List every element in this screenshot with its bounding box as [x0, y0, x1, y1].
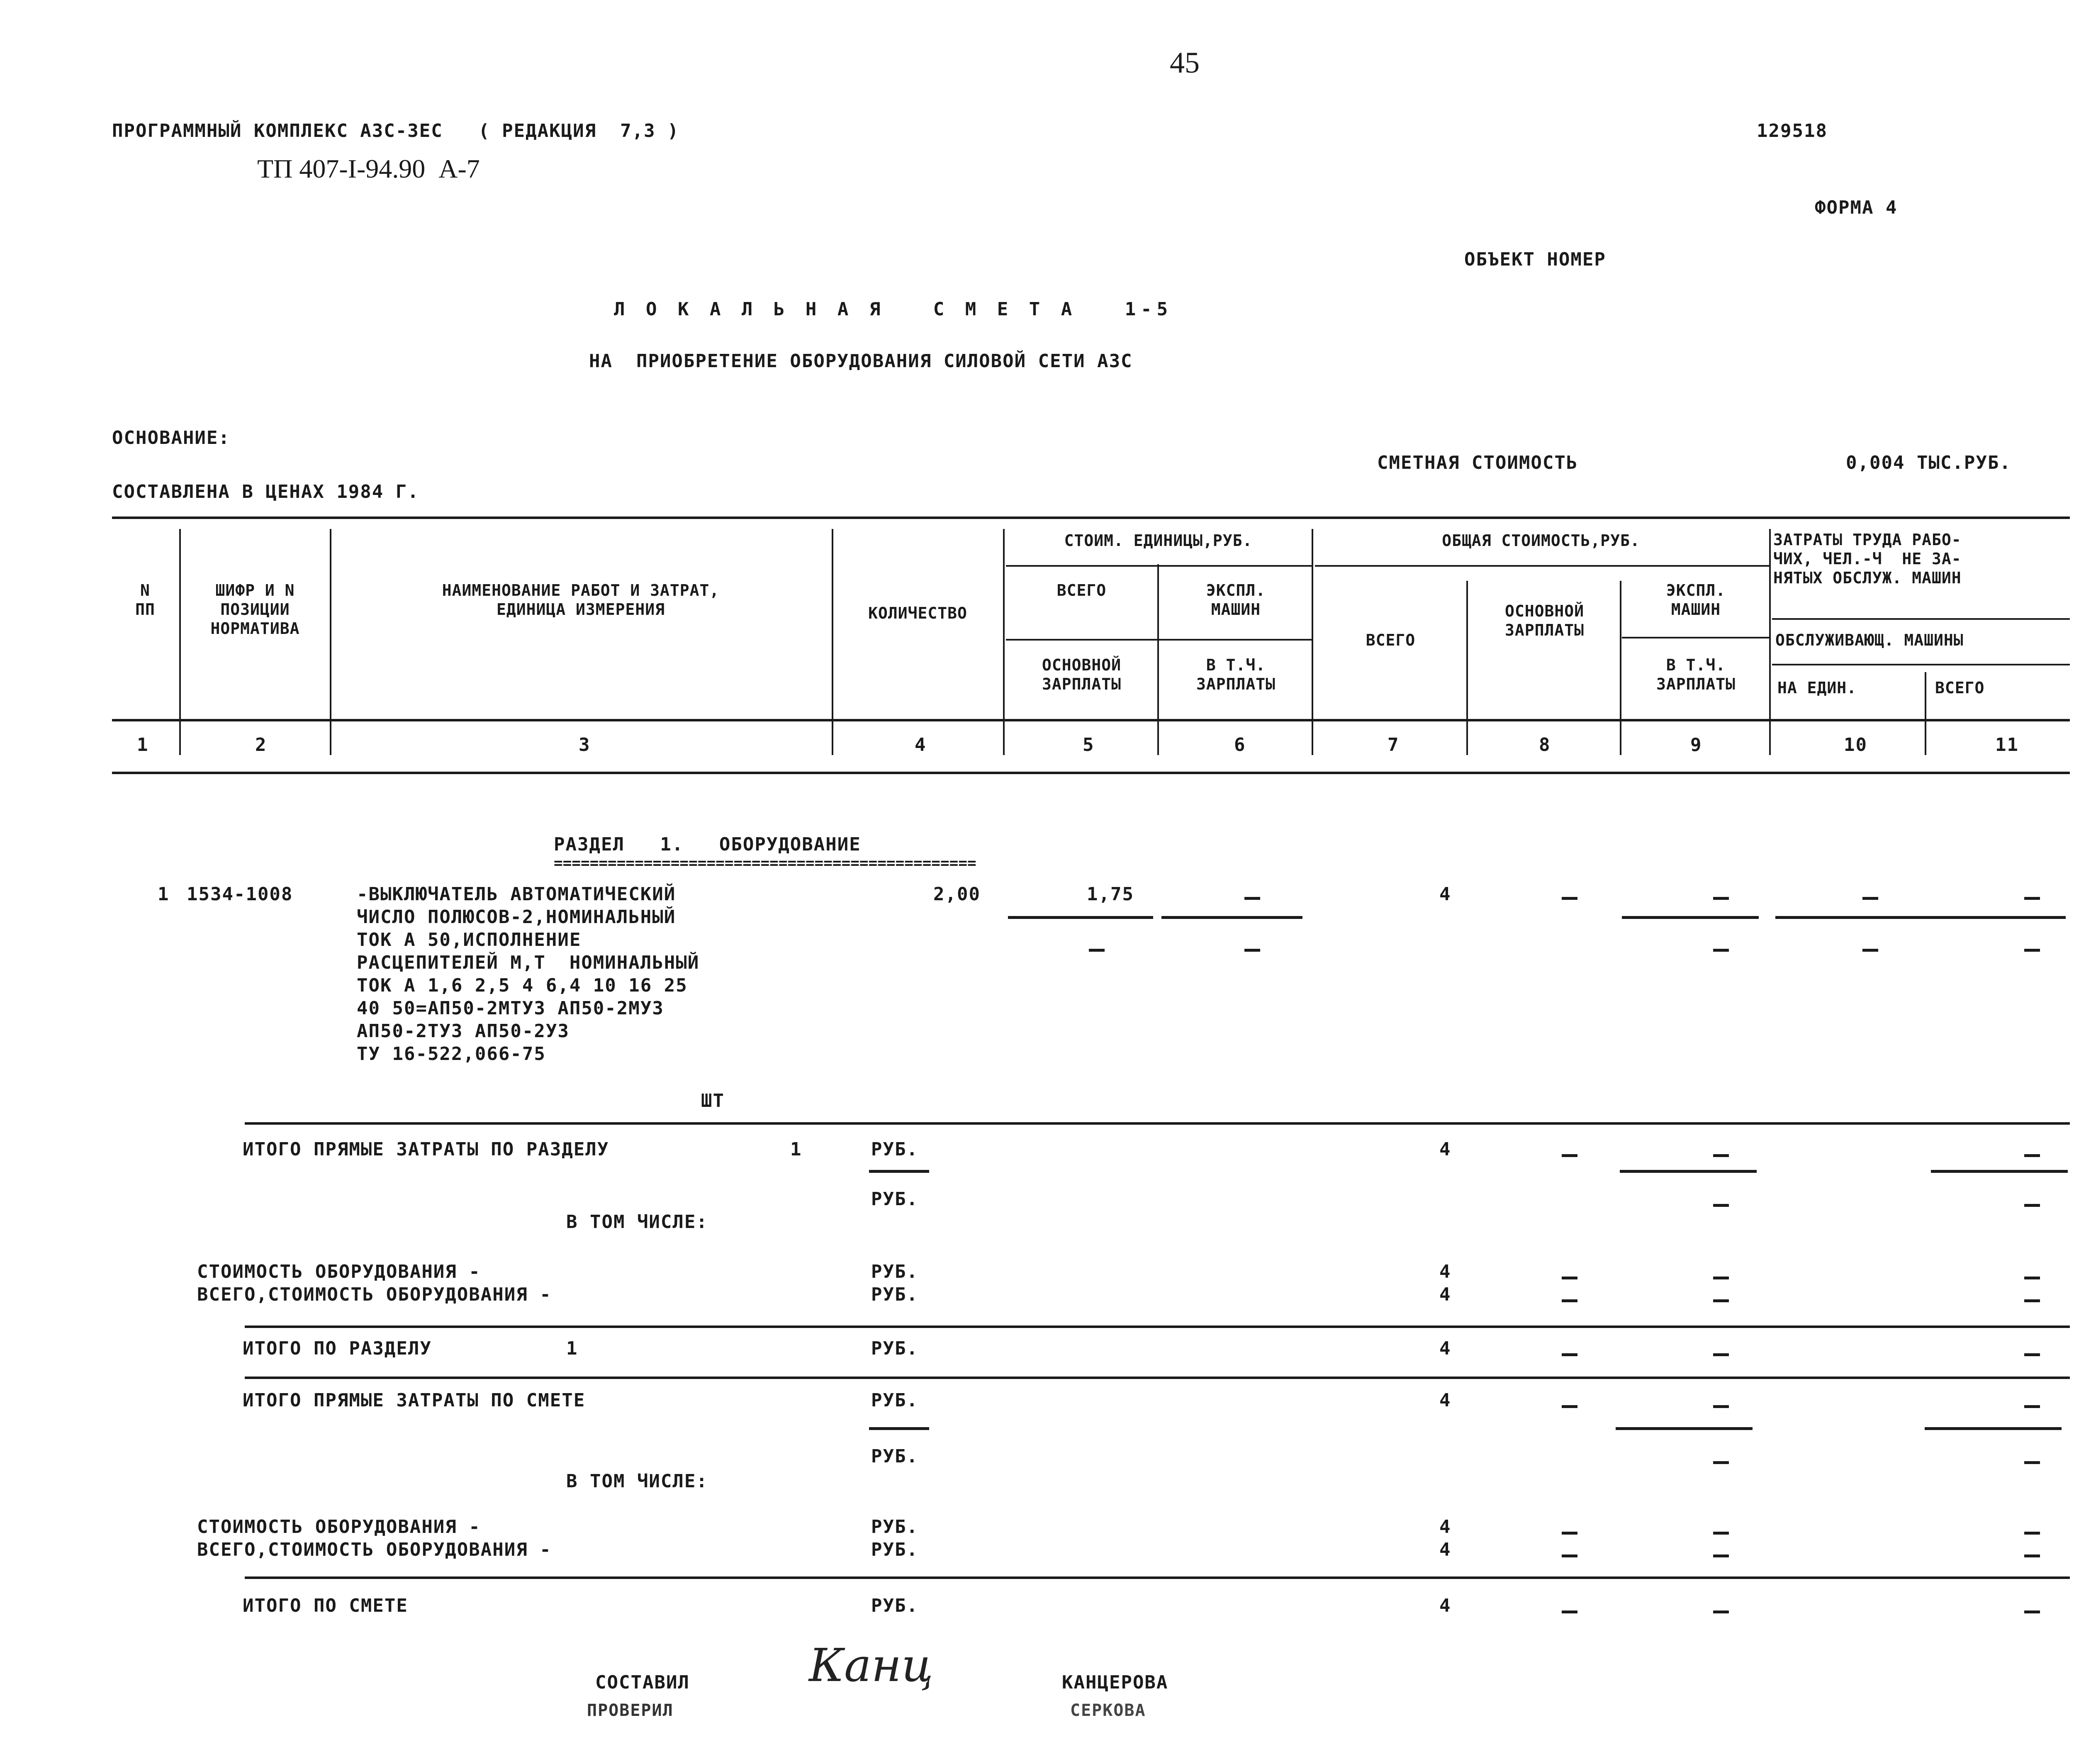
dash-mark [1562, 1277, 1577, 1279]
header-top-rule [112, 517, 2070, 519]
column-number: 3 [579, 734, 591, 755]
summary-rule-2 [245, 1325, 2070, 1328]
colnum-separator [1157, 734, 1159, 755]
hdr-sep-3 [832, 529, 833, 753]
column-number: 7 [1388, 734, 1400, 755]
equip-total-val-1: 4 [1439, 1284, 1451, 1305]
column-number: 10 [1844, 734, 1867, 755]
item-uline-9 [1622, 916, 1759, 919]
estimate-total-rub: РУБ. [871, 1595, 918, 1616]
column-number: 11 [1995, 734, 2019, 755]
hdr-sep-7 [1466, 581, 1468, 753]
direct-section-label: ИТОГО ПРЯМЫЕ ЗАТРАТЫ ПО РАЗДЕЛУ [243, 1139, 609, 1160]
summary-rule-3 [245, 1377, 2070, 1379]
direct-estimate-uline-9 [1616, 1427, 1753, 1430]
hdr-sep-1 [179, 529, 181, 753]
equip-total-label-1: ВСЕГО,СТОИМОСТЬ ОБОРУДОВАНИЯ - [197, 1284, 552, 1305]
hdr-col-no: N ПП [135, 581, 155, 619]
hdr-labor-total: ВСЕГО [1935, 679, 1985, 697]
dash-mark [1713, 1405, 1729, 1408]
hdr-unit-group: СТОИМ. ЕДИНИЦЫ,РУБ. [1064, 531, 1253, 550]
hdr-sep-2 [330, 529, 331, 753]
dash-mark [2024, 949, 2040, 952]
dash-mark [1862, 897, 1878, 900]
dash-mark [1862, 949, 1878, 952]
dash-mark [2024, 1532, 2040, 1535]
dash-mark [1244, 949, 1260, 952]
direct-estimate-uline-rub [869, 1427, 929, 1430]
column-number: 9 [1690, 734, 1702, 755]
section-rule: =============================================== [554, 855, 976, 872]
compiled-name: КАНЦЕРОВА [1062, 1672, 1168, 1693]
equip-total-label-2: ВСЕГО,СТОИМОСТЬ ОБОРУДОВАНИЯ - [197, 1539, 552, 1560]
direct-estimate-rub: РУБ. [871, 1390, 918, 1411]
dash-mark [1713, 897, 1729, 900]
estimate-total-val: 4 [1439, 1595, 1451, 1616]
dash-mark [1713, 1154, 1729, 1157]
labor-rule-2 [1772, 664, 2070, 665]
column-number: 8 [1539, 734, 1551, 755]
dash-mark [1713, 949, 1729, 952]
equip-cost-rub-2: РУБ. [871, 1516, 918, 1537]
section-total-label: ИТОГО ПО РАЗДЕЛУ [243, 1338, 432, 1359]
compiled-label: СОСТАВИЛ [595, 1672, 690, 1693]
dash-mark [1562, 1154, 1577, 1157]
hdr-unit-wage: ОСНОВНОЙ ЗАРПЛАТЫ [1042, 656, 1122, 693]
colnum-separator [1466, 734, 1468, 755]
equip-cost-label-1: СТОИМОСТЬ ОБОРУДОВАНИЯ - [197, 1261, 481, 1282]
item-description-line: -ВЫКЛЮЧАТЕЛЬ АВТОМАТИЧЕСКИЙ [357, 884, 676, 905]
hdr-unit-mach-wage: В Т.Ч. ЗАРПЛАТЫ [1196, 656, 1276, 693]
header-bottom-rule [112, 719, 2070, 721]
item-description-line: РАСЦЕПИТЕЛЕЙ М,Т НОМИНАЛЬНЫЙ [357, 952, 700, 973]
hdr-sep-9 [1769, 529, 1771, 753]
basis-label: ОСНОВАНИЕ: [112, 427, 230, 448]
section-total-val: 4 [1439, 1338, 1451, 1359]
direct-estimate-val: 4 [1439, 1390, 1451, 1411]
including-label-1: В ТОМ ЧИСЛЕ: [566, 1211, 708, 1233]
doc-id: 129518 [1757, 120, 1828, 141]
dash-mark [2024, 1611, 2040, 1613]
equip-total-rub-2: РУБ. [871, 1539, 918, 1560]
dash-mark [2024, 1154, 2040, 1157]
summary-rule-1 [245, 1122, 2070, 1125]
dash-mark [1713, 1277, 1729, 1279]
colnum-separator [1620, 734, 1621, 755]
direct-section-rub-2: РУБ. [871, 1189, 918, 1210]
colnum-separator [1925, 734, 1926, 755]
item-description-line: ТУ 16-522,066-75 [357, 1043, 546, 1065]
estimated-cost-value: 0,004 ТЫС.РУБ. [1846, 452, 2011, 473]
item-uline-10 [1775, 916, 1896, 919]
dash-mark [1562, 1405, 1577, 1408]
colnum-bottom-rule [112, 772, 2070, 774]
equip-total-val-2: 4 [1439, 1539, 1451, 1560]
dash-mark [2024, 1277, 2040, 1279]
column-number: 5 [1083, 734, 1095, 755]
dash-mark [1562, 1554, 1577, 1557]
hdr-col-name: НАИМЕНОВАНИЕ РАБОТ И ЗАТРАТ, ЕДИНИЦА ИЗМЕРЕНИЯ [442, 581, 720, 619]
form-label: ФОРМА 4 [1815, 197, 1898, 218]
hdr-total-mach-wage: В Т.Ч. ЗАРПЛАТЫ [1656, 656, 1736, 693]
dash-mark [2024, 1353, 2040, 1356]
item-description-line: ЧИСЛО ПОЛЮСОВ-2,НОМИНАЛЬНЫЙ [357, 906, 676, 928]
hdr-sep-4 [1003, 529, 1005, 753]
hdr-labor-service: ОБСЛУЖИВАЮЩ. МАШИНЫ [1775, 631, 1964, 649]
item-description-line: ТОК А 50,ИСПОЛНЕНИЕ [357, 929, 582, 950]
equip-total-rub-1: РУБ. [871, 1284, 918, 1305]
dash-mark [1562, 1353, 1577, 1356]
page-number: 45 [1170, 46, 1200, 79]
dash-mark [2024, 1554, 2040, 1557]
direct-estimate-rub-2: РУБ. [871, 1446, 918, 1467]
column-number: 4 [915, 734, 927, 755]
item-description-line: 40 50=АП50-2МТУ3 АП50-2МУ3 [357, 998, 664, 1019]
section-total-num: 1 [566, 1338, 578, 1359]
dash-mark [1713, 1204, 1729, 1207]
column-number: 6 [1234, 734, 1246, 755]
dash-mark [1713, 1611, 1729, 1613]
hdr-col-qty: КОЛИЧЕСТВО [868, 604, 967, 622]
item-description-line: АП50-2ТУ3 АП50-2У3 [357, 1021, 570, 1042]
estimate-subtitle: НА ПРИОБРЕТЕНИЕ ОБОРУДОВАНИЯ СИЛОВОЙ СЕТИ АЗС [589, 351, 1133, 372]
column-number: 2 [255, 734, 267, 755]
signature: Канц [809, 1639, 933, 1692]
prices-line: СОСТАВЛЕНА В ЦЕНАХ 1984 Г. [112, 481, 419, 502]
column-number: 1 [137, 734, 149, 755]
dash-mark [1562, 1299, 1577, 1302]
item-description-line: ТОК А 1,6 2,5 4 6,4 10 16 25 [357, 975, 688, 996]
item-qty: 2,00 [933, 884, 981, 905]
direct-section-total: 4 [1439, 1139, 1451, 1160]
dash-mark [1713, 1461, 1729, 1464]
colnum-separator [179, 734, 181, 755]
object-label: ОБЪЕКТ НОМЕР [1464, 249, 1606, 270]
section-title: РАЗДЕЛ 1. ОБОРУДОВАНИЕ [554, 834, 861, 855]
hdr-labor-per-unit: НА ЕДИН. [1777, 679, 1857, 697]
dash-mark [2024, 897, 2040, 900]
dash-mark [1244, 897, 1260, 900]
equip-cost-val-2: 4 [1439, 1516, 1451, 1537]
equip-cost-val-1: 4 [1439, 1261, 1451, 1282]
colnum-separator [1003, 734, 1005, 755]
colnum-separator [1769, 734, 1771, 755]
estimate-total-label: ИТОГО ПО СМЕТЕ [243, 1595, 408, 1616]
equip-cost-label-2: СТОИМОСТЬ ОБОРУДОВАНИЯ - [197, 1516, 481, 1537]
item-unit: ШТ [701, 1090, 725, 1111]
dash-mark [2024, 1461, 2040, 1464]
equip-cost-rub-1: РУБ. [871, 1261, 918, 1282]
hdr-total-group: ОБЩАЯ СТОИМОСТЬ,РУБ. [1442, 531, 1640, 550]
section-total-rub: РУБ. [871, 1338, 918, 1359]
labor-rule-1 [1772, 618, 2070, 620]
direct-section-rub: РУБ. [871, 1139, 918, 1160]
dash-mark [1713, 1554, 1729, 1557]
hdr-total-mach: ЭКСПЛ. МАШИН [1666, 581, 1726, 619]
item-code: 1534-1008 [187, 884, 293, 905]
summary-rule-4 [245, 1576, 2070, 1579]
direct-section-num: 1 [790, 1139, 802, 1160]
program-line: ПРОГРАММНЫЙ КОМПЛЕКС АЗС-ЗЕС ( РЕДАКЦИЯ 7,3 ) [112, 120, 679, 141]
item-uline-6 [1161, 916, 1302, 919]
dash-mark [2024, 1299, 2040, 1302]
hdr-col-code: ШИФР И N ПОЗИЦИИ НОРМАТИВА [210, 581, 300, 638]
hdr-total-wage: ОСНОВНОЙ ЗАРПЛАТЫ [1504, 602, 1585, 639]
item-total: 4 [1439, 884, 1451, 905]
dash-mark [1713, 1299, 1729, 1302]
item-no: 1 [158, 884, 170, 905]
doc-code: ТП 407-I-94.90 А-7 [257, 154, 480, 183]
unit-group-rule [1006, 565, 1312, 567]
dash-mark [1562, 897, 1577, 900]
direct-section-uline-11 [1931, 1170, 2068, 1173]
dash-mark [1713, 1353, 1729, 1356]
direct-estimate-label: ИТОГО ПРЯМЫЕ ЗАТРАТЫ ПО СМЕТЕ [243, 1390, 586, 1411]
dash-mark [2024, 1405, 2040, 1408]
dash-mark [1562, 1532, 1577, 1535]
hdr-total-all: ВСЕГО [1366, 631, 1416, 649]
colnum-separator [330, 734, 331, 755]
colnum-separator [1312, 734, 1313, 755]
checked-label: ПРОВЕРИЛ [587, 1701, 674, 1720]
dash-mark [2024, 1204, 2040, 1207]
item-uline-5 [1008, 916, 1153, 919]
unit-sub-rule [1006, 639, 1312, 641]
total-sub-rule [1622, 637, 1769, 638]
hdr-labor-group: ЗАТРАТЫ ТРУДА РАБО- ЧИХ, ЧЕЛ.-Ч НЕ ЗА- НЯТЫХ ОБСЛУЖ. МАШИН [1773, 531, 1962, 587]
hdr-unit-mach: ЭКСПЛ. МАШИН [1206, 581, 1266, 619]
dash-mark [1089, 949, 1105, 952]
estimated-cost-label: СМЕТНАЯ СТОИМОСТЬ [1377, 452, 1578, 473]
including-label-2: В ТОМ ЧИСЛЕ: [566, 1471, 708, 1492]
hdr-unit-all: ВСЕГО [1056, 581, 1107, 599]
checked-name: СЕРКОВА [1070, 1701, 1146, 1720]
dash-mark [1562, 1611, 1577, 1613]
hdr-sep-5 [1157, 564, 1159, 753]
direct-section-uline-rub [869, 1170, 929, 1173]
dash-mark [1713, 1532, 1729, 1535]
item-unit-cost: 1,75 [1087, 884, 1134, 905]
colnum-separator [832, 734, 833, 755]
direct-estimate-uline-11 [1925, 1427, 2062, 1430]
direct-section-uline-9 [1620, 1170, 1757, 1173]
item-uline-11 [1891, 916, 2066, 919]
total-group-rule [1315, 565, 1769, 567]
estimate-title: Л О К А Л Ь Н А Я С М Е Т А 1-5 [614, 299, 1173, 320]
hdr-sep-8 [1620, 581, 1621, 753]
hdr-sep-6 [1312, 529, 1313, 753]
